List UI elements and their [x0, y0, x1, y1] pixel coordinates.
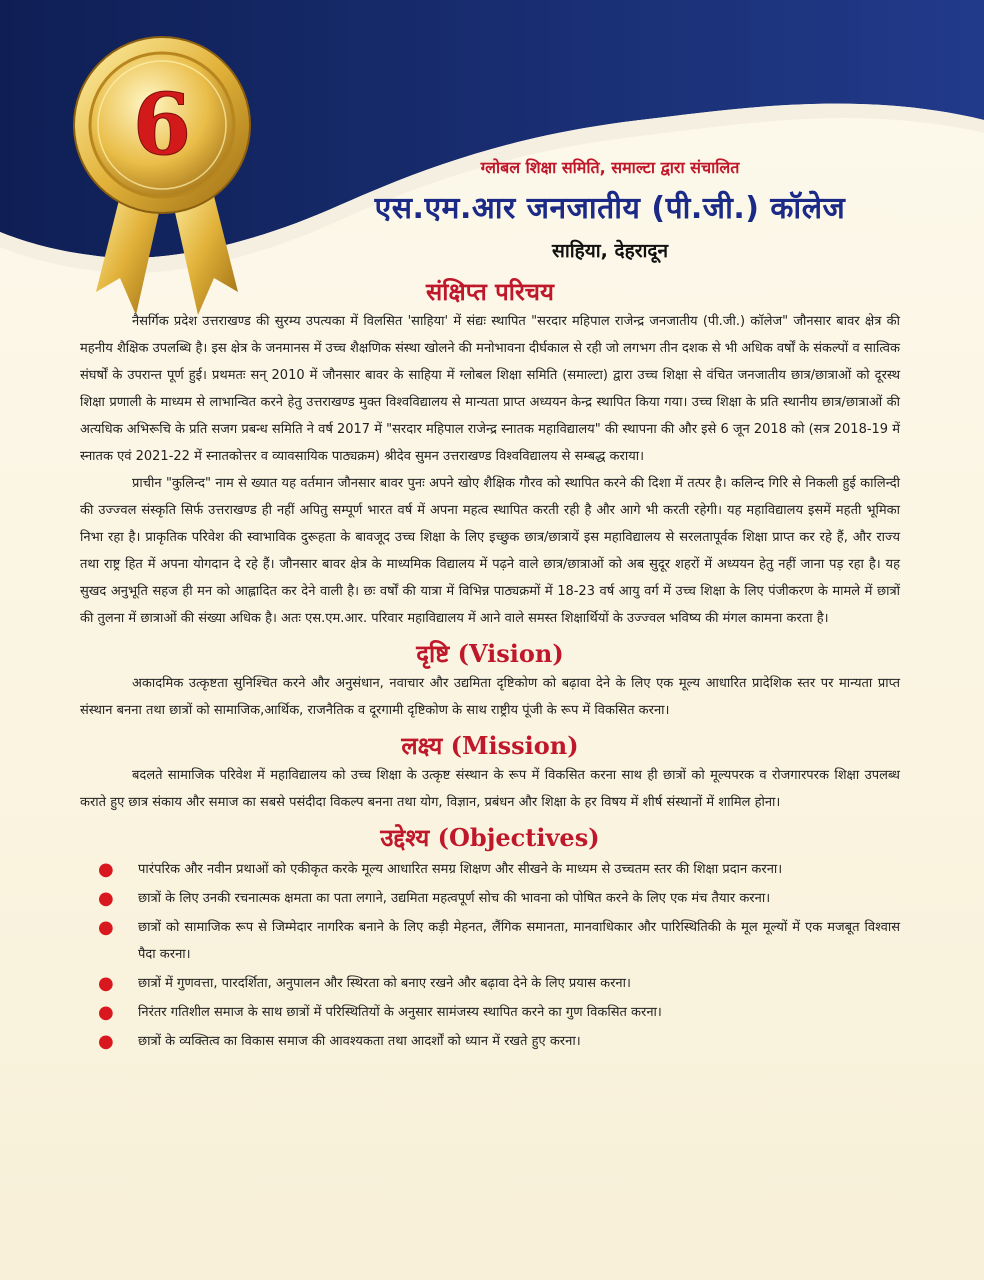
bullet-dot-icon: ● [98, 917, 114, 938]
college-header [290, 150, 930, 263]
college-location: साहिया, देहरादून [551, 240, 669, 262]
mission-title [80, 730, 900, 762]
objectives-title-hindi: उद्देश्य [380, 824, 430, 852]
bullet-dot-icon: ● [98, 859, 114, 880]
objectives-list [80, 856, 900, 1055]
objective-text: पारंपरिक और नवीन प्रथाओं को एकीकृत करके मूल्य आधारित समग्र शिक्षण और सीखने के माध्यम से उच्चतम स्तर की शिक्षा प्रदान करना। [138, 862, 783, 877]
list-item [80, 914, 900, 968]
objective-text: छात्रों को सामाजिक रूप से जिम्मेदार नागरिक बनाने के लिए कड़ी मेहनत, लैंगिक समानता, मानवाधिकार और पारिस्थितिकी के मूल मूल्यों में एक मजबूत विश्वास पैदा करना। [138, 920, 900, 962]
badge-number: 6 [132, 75, 192, 174]
bullet-dot-icon: ● [98, 973, 114, 994]
intro-paragraph-2: प्राचीन "कुलिन्द" नाम से ख्यात यह वर्तमान जौनसार बावर पुनः अपने खोए शैक्षिक गौरव को स्थापित करने की दिशा में तत्पर है। कलिन्द गिरि से निकली हुई कालिन्दी की उज्ज्वल संस्कृति सिर्फ उत्तराखण्ड ही नहीं अपितु सम्पूर्ण भारत वर्ष में अपना महत्व स्थापित करती रही है और आगे भी करती रहेगी। यह महाविद्यालय इसमें महती भूमिका निभा रहा है। प्राकृतिक परिवेश की स्वाभाविक दुरूहता के बावजूद उच्च शिक्षा के लिए इच्छुक छात्र/छात्रायें इस महाविद्यालय से सरलतापूर्वक शिक्षा प्राप्त कर रहे हैं, और राज्य तथा राष्ट्र हित में अपना योगदान दे रहे हैं। जौनसार बावर क्षेत्र के माध्यमिक विद्यालय में पढ़ने वाले छात्र/छात्राओं को अब सुदूर शहरों में अध्ययन हेतु नहीं जाना पड़ रहा है। यह सुखद अनुभूति सहज ही मन को आह्लादित कर देने वाली है। छः वर्षों की यात्रा में विभिन्न पाठ्यक्रमों में 18-23 वर्ष आयु वर्ग में उच्च शिक्षा के लिए पंजीकरण के मामले में छात्रों की तुलना में छात्राओं की संख्या अधिक है। अतः एस.एम.आर. परिवार महाविद्यालय में आने वाले समस्त शिक्षार्थियों के उज्ज्वल भविष्य की मंगल कामना करता है। [80, 476, 900, 626]
vision-title-hindi: दृष्टि [416, 640, 450, 668]
vision-title-english: (Vision) [457, 639, 564, 668]
governing-body-line: ग्लोबल शिक्षा समिति, समाल्टा द्वारा संचालित [480, 158, 740, 177]
objectives-title [80, 822, 900, 854]
main-content [80, 276, 900, 1057]
list-item [80, 999, 900, 1026]
vision-title [80, 638, 900, 670]
mission-text: बदलते सामाजिक परिवेश में महाविद्यालय को उच्च शिक्षा के उत्कृष्ट संस्थान के रूप में विकसित करना साथ ही छात्रों को मूल्यपरक व रोजगारपरक शिक्षा उपलब्ध कराते हुए छात्र संकाय और समाज का सबसे पसंदीदा विकल्प बनना तथा योग, विज्ञान, प्रबंधन और शिक्षा के हर विषय में शीर्ष संस्थानों में शामिल होना। [80, 768, 900, 810]
bullet-dot-icon: ● [98, 888, 114, 909]
vision-text: अकादमिक उत्कृष्टता सुनिश्चित करने और अनुसंधान, नवाचार और उद्यमिता दृष्टिकोण को बढ़ावा देने के लिए एक मूल्य आधारित प्रादेशिक स्तर पर मान्यता प्राप्त संस्थान बनना तथा छात्रों को सामाजिक,आर्थिक, राजनैतिक व दूरगामी दृष्टिकोण के साथ राष्ट्रीय पूंजी के रूप में विकसित करना। [80, 676, 900, 718]
bullet-dot-icon: ● [98, 1031, 114, 1052]
bullet-dot-icon: ● [98, 1002, 114, 1023]
objectives-title-english: (Objectives) [437, 823, 600, 852]
college-name: एस.एम.आर जनजातीय (पी.जी.) कॉलेज [374, 191, 846, 226]
list-item [80, 885, 900, 912]
objective-text: छात्रों के व्यक्तित्व का विकास समाज की आवश्यकता तथा आदर्शों को ध्यान में रखते हुए करना। [138, 1034, 581, 1049]
objective-text: निरंतर गतिशील समाज के साथ छात्रों में परिस्थितियों के अनुसार सामंजस्य स्थापित करने का गुण विकसित करना। [138, 1005, 662, 1020]
list-item [80, 1028, 900, 1055]
mission-title-hindi: लक्ष्य [401, 732, 443, 760]
list-item [80, 970, 900, 997]
objective-text: छात्रों के लिए उनकी रचनात्मक क्षमता का पता लगाने, उद्यमिता महत्वपूर्ण सोच की भावना को पोषित करने के लिए एक मंच तैयार करना। [138, 891, 771, 906]
list-item [80, 856, 900, 883]
mission-title-english: (Mission) [450, 731, 579, 760]
intro-title: संक्षिप्त परिचय [426, 278, 554, 306]
objective-text: छात्रों में गुणवत्ता, पारदर्शिता, अनुपालन और स्थिरता को बनाए रखने और बढ़ावा देने के लिए प्रयास करना। [138, 976, 631, 991]
intro-paragraph-1: नैसर्गिक प्रदेश उत्तराखण्ड की सुरम्य उपत्यका में विलसित 'साहिया' में संद्यः स्थापित "सरदार महिपाल राजेन्द्र जनजातीय (पी.जी.) कॉलेज" जौनसार बावर क्षेत्र की महनीय शैक्षिक उपलब्धि है। इस क्षेत्र के जनमानस में उच्च शैक्षणिक संस्था खोलने की मनोभावना दीर्घकाल से रही जो लगभग तीन दशक से भी अधिक वर्षों के संकल्पों व सात्विक संघर्षों के उपरान्त पूर्ण हुई। प्रथमतः सन् 2010 में जौनसार बावर के साहिया में ग्लोबल शिक्षा समिति (समाल्टा) द्वारा उच्च शिक्षा से वंचित जनजातीय छात्र/छात्राओं को दूरस्थ शिक्षा प्रणाली के माध्यम से लाभान्वित करने हेतु उत्तराखण्ड मुक्त विश्वविद्यालय से मान्यता प्राप्त अध्ययन केन्द्र स्थापित किया गया। उच्च शिक्षा के प्रति स्थानीय छात्र/छात्राओं की अत्यधिक अभिरूचि के प्रति सजग प्रबन्ध समिति ने वर्ष 2017 में "सरदार महिपाल राजेन्द्र स्नातक महाविद्यालय" की स्थापना की और इसे 6 जून 2018 को (सत्र 2018-19 में स्नातक एवं 2021-22 में स्नातकोत्तर व व्यावसायिक पाठ्यक्रम) श्रीदेव सुमन उत्तराखण्ड विश्वविद्यालय से सम्बद्ध कराया। [80, 314, 900, 464]
